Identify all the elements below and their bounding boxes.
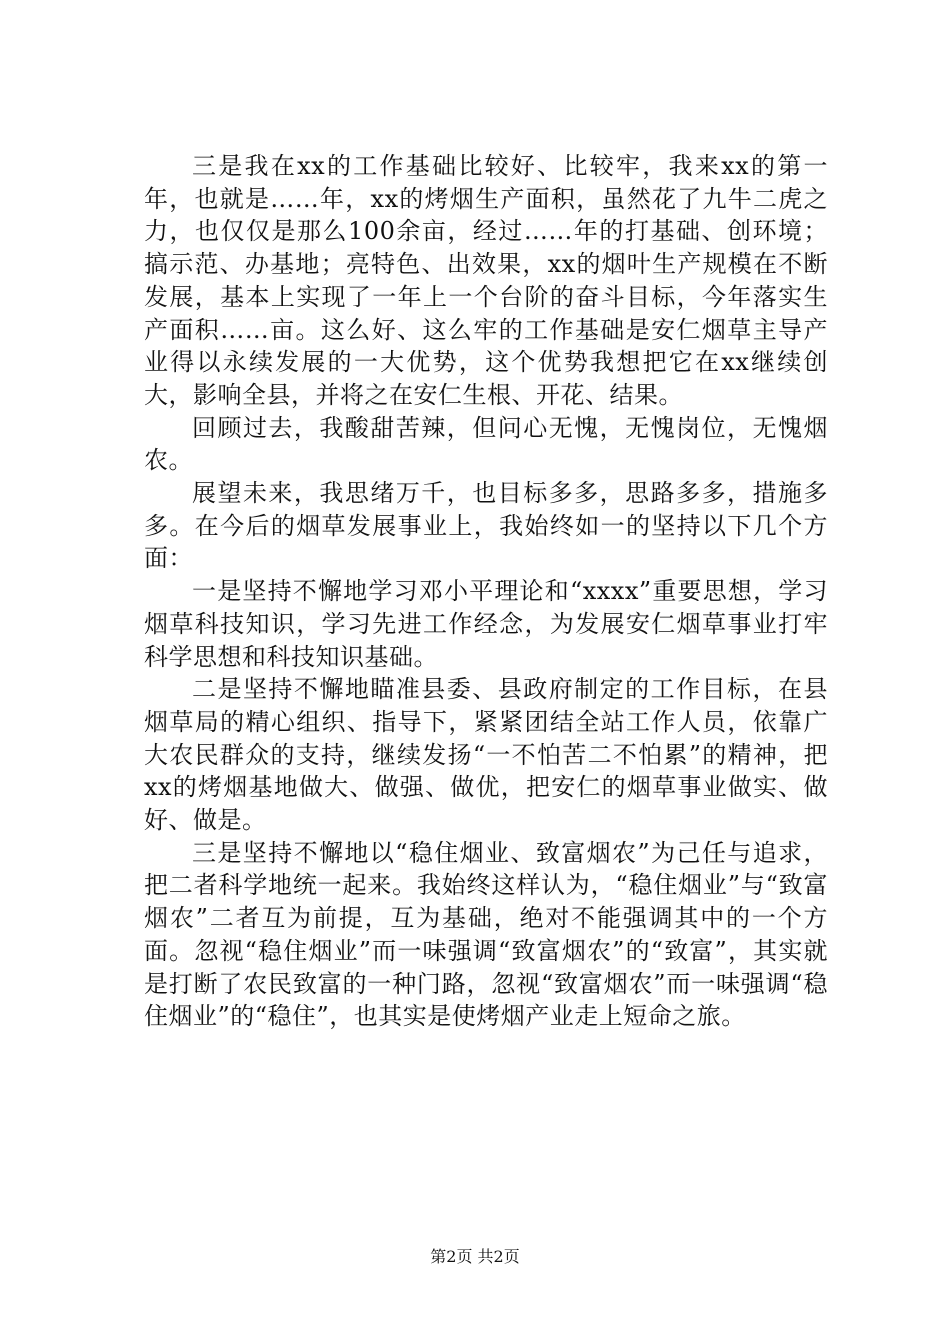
document-body xyxy=(144,150,828,1033)
paragraph-foundation: 三是我在xx的工作基础比较好、比较牢，我来xx的第一年，也就是……年，xx的烤烟生产面积，虽然花了九牛二虎之力，也仅仅是那么100余亩，经过……年的打基础、创环境；搞示范、办基地；亮特色、出效果，xx的烟叶生产规模在不断发展，基本上实现了一年上一个台阶的奋斗目标，今年落实生产面积……亩。这么好、这么牢的工作基础是安仁烟草主导产业得以永续发展的一大优势，这个优势我想把它在xx继续创大，影响全县，并将之在安仁生根、开花、结果。 xyxy=(144,152,828,409)
paragraph-review: 回顾过去，我酸甜苦辣，但问心无愧，无愧岗位，无愧烟农。 xyxy=(144,413,828,475)
paragraph-point-two: 二是坚持不懈地瞄准县委、县政府制定的工作目标，在县烟草局的精心组织、指导下，紧紧团结全站工作人员，依靠广大农民群众的支持，继续发扬“一不怕苦二不怕累”的精神，把xx的烤烟基地做大、做强、做优，把安仁的烟草事业做实、做好、做是。 xyxy=(144,675,828,835)
paragraph-outlook: 展望未来，我思绪万千，也目标多多，思路多多，措施多多。在今后的烟草发展事业上，我始终如一的坚持以下几个方面： xyxy=(144,479,828,573)
paragraph-point-one: 一是坚持不懈地学习邓小平理论和“xxxx”重要思想，学习烟草科技知识，学习先进工作经念，为发展安仁烟草事业打牢科学思想和科技知识基础。 xyxy=(144,577,828,671)
paragraph-point-three: 三是坚持不懈地以“稳住烟业、致富烟农”为己任与追求，把二者科学地统一起来。我始终这样认为，“稳住烟业”与“致富烟农”二者互为前提，互为基础，绝对不能强调其中的一个方面。忽视“稳住烟业”而一味强调“致富烟农”的“致富”，其实就是打断了农民致富的一种门路，忽视“致富烟农”而一味强调“稳住烟业”的“稳住”，也其实是使烤烟产业走上短命之旅。 xyxy=(144,838,828,1031)
page-number-footer: 第2页 共2页 xyxy=(430,1247,520,1266)
